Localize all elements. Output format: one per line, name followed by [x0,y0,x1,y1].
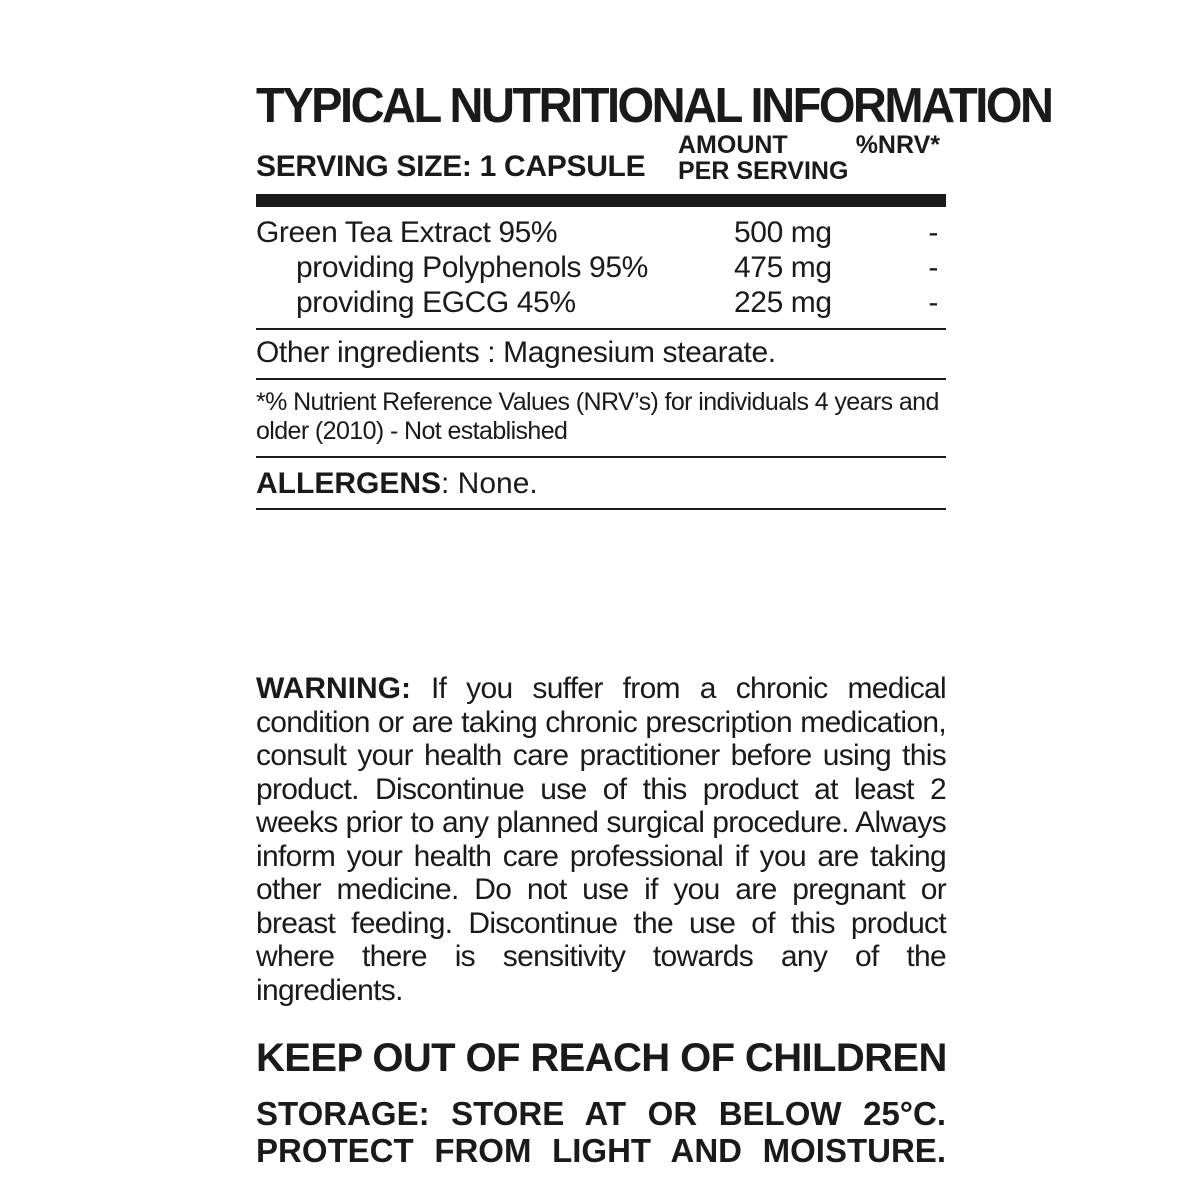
nutrient-amount: 500 mg [734,216,832,249]
amount-per-serving-header [678,132,848,184]
divider [256,508,946,510]
nutrient-row [256,215,946,250]
nutrient-table [256,207,946,328]
keep-out-of-reach-notice: KEEP OUT OF REACH OF CHILDREN [256,1036,947,1080]
warning-panel [256,672,946,1169]
storage-line1: STORAGE: STORE AT OR BELOW 25°C. [256,1095,946,1132]
nutrition-title: TYPICAL NUTRITIONAL INFORMATION [256,79,1052,133]
storage-line2: PROTECT FROM LIGHT AND MOISTURE. [256,1132,946,1169]
other-ingredients: Other ingredients : Magnesium stearate. [256,336,776,369]
allergens-label: ALLERGENS [256,467,442,500]
warning-body: If you suffer from a chronic medical condition or are taking chronic prescription medication, consult your health care practitioner before using this product. Discontinue use of this product at least 2 weeks prior to any planned surgical procedure. Always inform your health care professional if you are taking other medicine. Do not use if you are pregnant or breast feeding. Discontinue the use of this product where there is sensitivity towards any of the ingredients. [256,672,946,1007]
nutrient-name: Green Tea Extract 95% [256,216,558,249]
allergens-value: : None. [441,467,538,500]
amount-header-line1: AMOUNT [678,131,788,159]
warning-text [256,672,946,1007]
nutrient-row [256,285,946,320]
warning-label: WARNING: [256,672,411,705]
nutrient-nrv: - [928,251,938,284]
nutrient-name: providing EGCG 45% [296,286,576,319]
nutrient-amount: 475 mg [734,251,832,284]
storage-instructions [256,1095,946,1169]
nutrient-name: providing Polyphenols 95% [296,251,648,284]
amount-header-line2: PER SERVING [678,157,849,185]
thick-divider [256,194,946,207]
nutrient-nrv: - [928,286,938,319]
allergens [256,458,946,508]
nrv-footnote: *% Nutrient Reference Values (NRV’s) for individuals 4 years and older (2010) - Not established [256,388,939,445]
nrv-header: %NRV* [855,131,940,159]
nutrient-row [256,250,946,285]
nutrient-nrv: - [928,216,938,249]
nutrition-panel [256,79,1052,510]
nutrition-header-row [256,132,946,188]
nutrient-amount: 225 mg [734,286,832,319]
serving-size: SERVING SIZE: 1 CAPSULE [256,150,646,183]
